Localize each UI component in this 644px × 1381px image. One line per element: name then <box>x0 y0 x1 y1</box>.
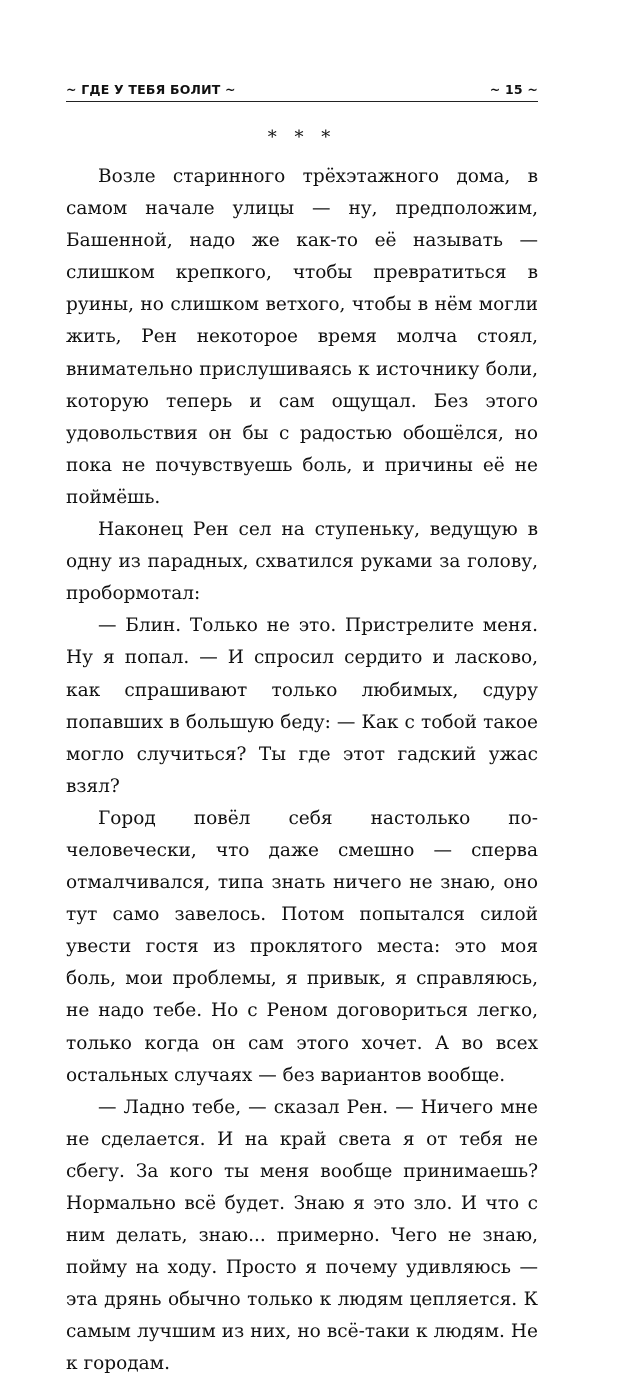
running-title: ~ ГДЕ У ТЕБЯ БОЛИТ ~ <box>66 82 236 97</box>
paragraph: Город повёл себя настолько по-человечески, что даже смешно — сперва отмалчивался, типа знать ничего не знаю, оно тут само завелось. Потом попытался силой увести гостя из проклятого места: это моя боль, мои проблемы, я привык, я справляюсь, не надо тебе. Но с Реном договориться легко, только когда он сам этого хочет. А во всех остальных случаях — без вариантов вообще. <box>66 807 538 1086</box>
paragraph: Возле старинного трёхэтажного дома, в самом начале улицы — ну, предположим, Башенной, надо же как-то её называть — слишком крепкого, чтобы превратиться в руины, но слишком ветхого, чтобы в нём могли жить, Рен некоторое время молча стоял, внимательно прислушиваясь к источнику боли, которую теперь и сам ощущал. Без этого удовольствия он бы с радостью обошёлся, но пока не почувствуешь боль, и причины её не поймёшь. <box>66 166 538 508</box>
page-header <box>66 80 538 100</box>
paragraph: — Ладно тебе, — сказал Рен. — Ничего мне не сделается. И на край света я от тебя не сбегу. За кого ты меня вообще принимаешь? Нормально всё будет. Знаю я это зло. И что с ним делать, знаю... примерно. Чего не знаю, пойму на ходу. Просто я почему удивляюсь — эта дрянь обычно только к людям цепляется. К самым лучшим из них, но всё-таки к людям. Не к городам. <box>66 1096 538 1375</box>
page-number: ~ 15 ~ <box>489 82 538 97</box>
scene-break: * * * <box>267 127 337 148</box>
text-body <box>66 161 538 1381</box>
paragraph: Наконец Рен сел на ступеньку, ведущую в одну из парадных, схватился руками за голову, пробормотал: <box>66 519 538 605</box>
paragraph: — Блин. Только не это. Пристрелите меня. Ну я попал. — И спросил сердито и ласково, как спрашивают только любимых, сдуру попавших в большую беду: — Как с тобой такое могло случиться? Ты где этот гадский ужас взял? <box>66 615 538 797</box>
header-rule <box>66 101 538 102</box>
